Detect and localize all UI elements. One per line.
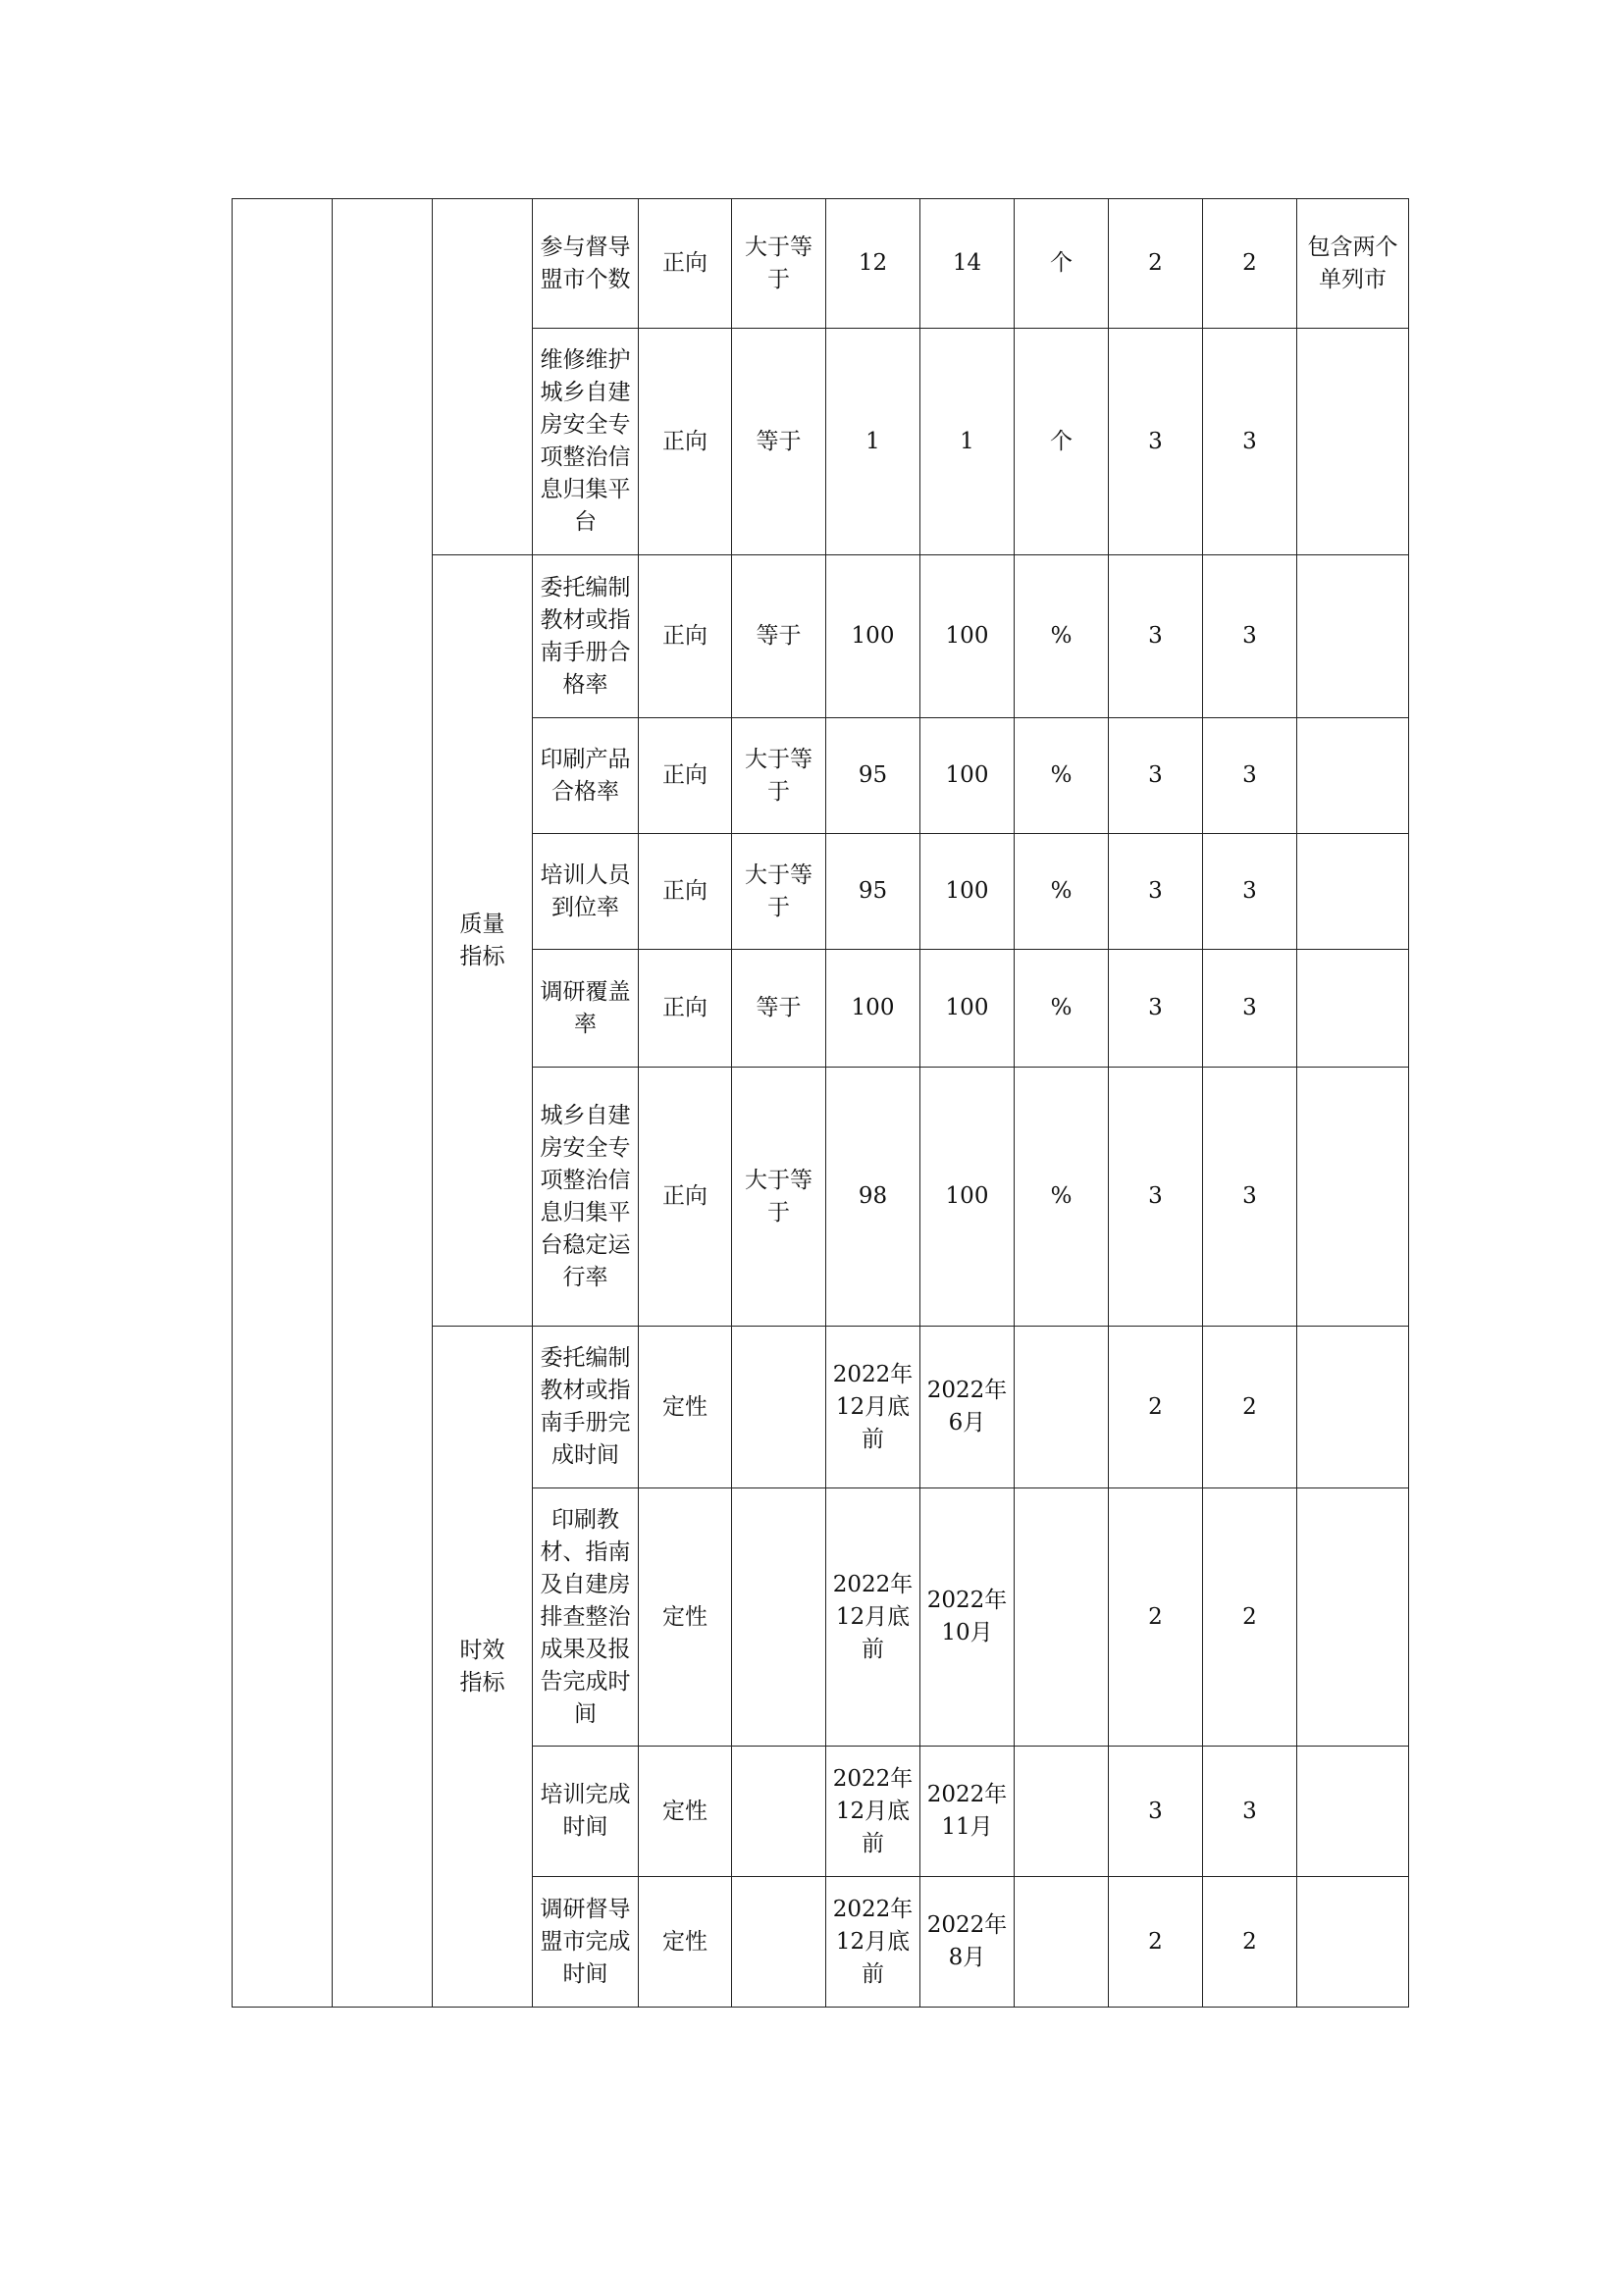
indicator-unit — [1015, 1488, 1109, 1747]
indicator-actual: 100 — [920, 834, 1015, 950]
indicator-name: 印刷教材、指南及自建房排查整治成果及报告完成时间 — [533, 1488, 639, 1747]
indicator-note — [1297, 950, 1409, 1068]
indicator-weight: 3 — [1109, 718, 1203, 834]
indicator-weight: 2 — [1109, 199, 1203, 329]
indicator-name: 培训人员到位率 — [533, 834, 639, 950]
indicator-comparator: 大于等于 — [732, 718, 826, 834]
indicator-score: 3 — [1203, 834, 1297, 950]
indicator-comparator: 等于 — [732, 950, 826, 1068]
indicator-name: 委托编制教材或指南手册完成时间 — [533, 1327, 639, 1488]
indicator-target: 12 — [826, 199, 920, 329]
indicator-score: 3 — [1203, 718, 1297, 834]
indicator-comparator — [732, 1877, 826, 2008]
indicator-score: 3 — [1203, 950, 1297, 1068]
indicator-note — [1297, 1488, 1409, 1747]
indicator-actual: 1 — [920, 329, 1015, 555]
indicator-direction: 定性 — [639, 1877, 732, 2008]
indicator-unit — [1015, 1877, 1109, 2008]
indicator-unit: % — [1015, 950, 1109, 1068]
indicator-comparator — [732, 1327, 826, 1488]
indicator-score: 2 — [1203, 199, 1297, 329]
indicator-weight: 3 — [1109, 950, 1203, 1068]
indicator-direction: 正向 — [639, 834, 732, 950]
indicator-comparator — [732, 1747, 826, 1877]
indicator-actual: 100 — [920, 555, 1015, 718]
indicator-direction: 正向 — [639, 199, 732, 329]
indicator-comparator — [732, 1488, 826, 1747]
indicator-comparator: 大于等于 — [732, 1068, 826, 1327]
indicator-note — [1297, 1327, 1409, 1488]
indicator-unit: % — [1015, 1068, 1109, 1327]
indicator-score: 3 — [1203, 1068, 1297, 1327]
indicator-direction: 正向 — [639, 950, 732, 1068]
indicator-target: 100 — [826, 555, 920, 718]
indicator-weight: 3 — [1109, 329, 1203, 555]
level2-cell — [333, 199, 433, 2008]
indicator-target: 1 — [826, 329, 920, 555]
performance-indicator-table — [232, 198, 1409, 2008]
indicator-comparator: 等于 — [732, 329, 826, 555]
indicator-name: 培训完成时间 — [533, 1747, 639, 1877]
indicator-name: 印刷产品合格率 — [533, 718, 639, 834]
indicator-unit: 个 — [1015, 329, 1109, 555]
indicator-note — [1297, 1068, 1409, 1327]
indicator-comparator: 大于等于 — [732, 199, 826, 329]
indicator-note — [1297, 555, 1409, 718]
indicator-note — [1297, 718, 1409, 834]
indicator-unit: 个 — [1015, 199, 1109, 329]
indicator-target: 2022年12月底前 — [826, 1877, 920, 2008]
indicator-target: 98 — [826, 1068, 920, 1327]
level1-cell — [233, 199, 333, 2008]
indicator-weight: 2 — [1109, 1488, 1203, 1747]
indicator-name: 维修维护城乡自建房安全专项整治信息归集平台 — [533, 329, 639, 555]
indicator-target: 95 — [826, 834, 920, 950]
indicator-score: 2 — [1203, 1488, 1297, 1747]
indicator-comparator: 等于 — [732, 555, 826, 718]
indicator-name: 调研督导盟市完成时间 — [533, 1877, 639, 2008]
indicator-note — [1297, 329, 1409, 555]
indicator-name: 委托编制教材或指南手册合格率 — [533, 555, 639, 718]
indicator-unit — [1015, 1747, 1109, 1877]
indicator-note — [1297, 1747, 1409, 1877]
indicator-direction: 定性 — [639, 1488, 732, 1747]
indicator-note — [1297, 834, 1409, 950]
indicator-comparator: 大于等于 — [732, 834, 826, 950]
indicator-direction: 正向 — [639, 329, 732, 555]
quality-indicator-label: 质量 指标 — [433, 555, 533, 1327]
indicator-target: 2022年12月底前 — [826, 1488, 920, 1747]
indicator-weight: 2 — [1109, 1327, 1203, 1488]
indicator-name: 调研覆盖率 — [533, 950, 639, 1068]
indicator-unit — [1015, 1327, 1109, 1488]
indicator-score: 2 — [1203, 1327, 1297, 1488]
indicator-actual: 2022年10月 — [920, 1488, 1015, 1747]
indicator-note: 包含两个单列市 — [1297, 199, 1409, 329]
indicator-direction: 定性 — [639, 1747, 732, 1877]
indicator-direction: 定性 — [639, 1327, 732, 1488]
indicator-actual: 14 — [920, 199, 1015, 329]
indicator-weight: 2 — [1109, 1877, 1203, 2008]
indicator-score: 3 — [1203, 555, 1297, 718]
indicator-target: 2022年12月底前 — [826, 1327, 920, 1488]
indicator-unit: % — [1015, 718, 1109, 834]
indicator-score: 2 — [1203, 1877, 1297, 2008]
indicator-weight: 3 — [1109, 834, 1203, 950]
indicator-actual: 100 — [920, 718, 1015, 834]
indicator-weight: 3 — [1109, 1747, 1203, 1877]
indicator-direction: 正向 — [639, 1068, 732, 1327]
indicator-direction: 正向 — [639, 555, 732, 718]
indicator-actual: 100 — [920, 950, 1015, 1068]
indicator-target: 100 — [826, 950, 920, 1068]
indicator-target: 2022年12月底前 — [826, 1747, 920, 1877]
indicator-unit: % — [1015, 834, 1109, 950]
indicator-weight: 3 — [1109, 1068, 1203, 1327]
indicator-target: 95 — [826, 718, 920, 834]
indicator-name: 城乡自建房安全专项整治信息归集平台稳定运行率 — [533, 1068, 639, 1327]
indicator-name: 参与督导盟市个数 — [533, 199, 639, 329]
table-row — [233, 199, 1409, 329]
timeliness-indicator-label: 时效 指标 — [433, 1327, 533, 2008]
indicator-note — [1297, 1877, 1409, 2008]
indicator-actual: 2022年6月 — [920, 1327, 1015, 1488]
indicator-score: 3 — [1203, 329, 1297, 555]
indicator-direction: 正向 — [639, 718, 732, 834]
indicator-unit: % — [1015, 555, 1109, 718]
indicator-weight: 3 — [1109, 555, 1203, 718]
indicator-actual: 100 — [920, 1068, 1015, 1327]
indicator-actual: 2022年8月 — [920, 1877, 1015, 2008]
level3-cell-quantity — [433, 199, 533, 555]
indicator-score: 3 — [1203, 1747, 1297, 1877]
indicator-actual: 2022年11月 — [920, 1747, 1015, 1877]
